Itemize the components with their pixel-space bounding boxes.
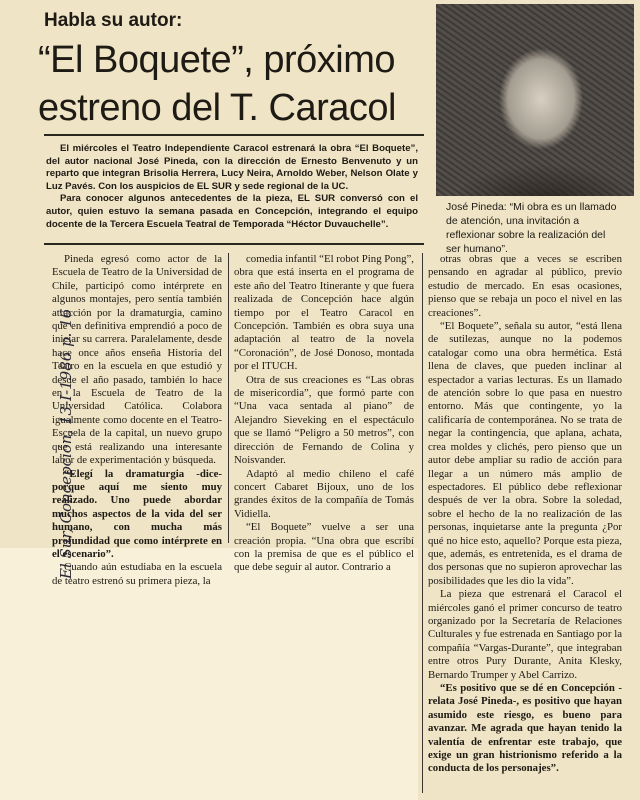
column-3 [428, 253, 622, 776]
col2-paragraph: comedia infantil “El robot Ping Pong”, obra que está inserta en el programa de este año del Teatro Itinerante y que fuera realizada de Concepción hace algún tiempo por el Teatro Caracol en Concepción. También es obra suya una adaptación al teatro de la novela “Coronación”, de José Donoso, montada por el ITUCH. [234, 253, 414, 373]
intro-paragraph: El miércoles el Teatro Independiente Caracol estrenará la obra “El Boquete”, del autor nacional José Pineda, con la dirección de Ernesto Benvenuto y un reparto que integran Brisolia Herrera, Lucy Neira, Arnoldo Weber, Nelson Olate y Luz Pavés. Con los auspicios de EL SUR y sede regional de la UC. [46, 143, 418, 192]
col3-paragraph: “Es positivo que se dé en Concepción -relata José Pineda-, es positivo que hayan asumido este riesgo, es bueno para avanzar. Me agrada que hayan tenido la valentía de enfrentar este trabajo, que exige un gran histrionismo referido a la conducta de los personajes”. [428, 682, 622, 775]
col1-paragraph: Pineda egresó como actor de la Escuela de Teatro de la Universidad de Chile, participó como intérprete en algunos montajes, pero sentía también atracción por la dramaturgia, camino que en definitiva emprendió a poco de iniciar su carrera. Paralelamente, desde hace once años enseña Historia del Teatro en la escuela en que estudió y desde el año pasado, también lo hace en la Escuela de Teatro de la Universidad Católica. Colabora igualmente como docente en el Teatro-Escuela de la capital, un nuevo grupo que está realizando una interesante labor de experimentación y búsqueda. [52, 253, 222, 467]
column-divider [228, 253, 229, 543]
intro-paragraph: Para conocer algunos antecedentes de la pieza, EL SUR conversó con el autor, quien estuvo la semana pasada en Concepción, integrando el equipo docente de la Tercera Escuela Teatral de Temporada “Héctor Duvauchelle”. [46, 193, 418, 230]
col2-paragraph: “El Boquete” vuelve a ser una creación propia. “Una obra que escribí con la premisa de que es el público el que debe seguir al autor. Contrario a [234, 521, 414, 574]
col1-paragraph: Cuando aún estudiaba en la escuela de teatro estrenó su primera pieza, la [52, 561, 222, 587]
col2-paragraph: Adaptó al medio chileno el café concert Cabaret Bijoux, uno de los grandes éxitos de la compañía de Tomás Vidiella. [234, 467, 414, 520]
handwritten-source-note: El Sur, Concepción, 13-I-1986 p. 16 [57, 308, 75, 579]
column-1 [52, 253, 222, 588]
intro-lead [46, 143, 418, 231]
lead-rule [44, 243, 424, 245]
author-photo [436, 4, 634, 196]
headline: “El Boquete”, próximo estreno del T. Caracol [38, 39, 396, 129]
kicker: Habla su autor: [44, 10, 183, 31]
col3-paragraph: otras obras que a veces se escriben pensando en agradar al público, previo estudio de mercado. En esas ocasiones, pienso que se rebaja un poco el nivel en las creaciones”. [428, 253, 622, 319]
top-rule [44, 134, 424, 136]
column-divider [422, 253, 423, 793]
col3-paragraph: “El Boquete”, señala su autor, “está llena de sutilezas, aunque no la podemos catalogar como una obra hermética. Está llena de claves, que pueden inclinar al espectador a varias lecturas. Es un llamado de atención sobre lo que pasa en nuestro entorno. Más que contingente, yo la calificaría de contemporánea. No se trata de negar la contingencia, que aplana, achata, crea moldes y clichés, pero pienso que un autor debe ampliar su radio de acción para llegar a un número más amplio de espectadores. El público debe reflexionar después de ver la obra. Sobre la soledad, sobre el hecho de la no realización de las personas, inquietarse ante la pregunta ¿Por qué no hice esto, aquello? Porque esta pieza, que, además, es entretenida, es el drama de dos personas que no supieron aprovechar las posibilidades que les dio la vida”. [428, 320, 622, 587]
column-2 [234, 253, 414, 575]
col2-paragraph: Otra de sus creaciones es “Las obras de misericordia”, que formó parte con “Una vaca sentada al piano” de Alejandro Sieveking en el espectáculo que se llamó “Peligro a 50 metros”, con dirección de Fernando de Colina y Noisvander. [234, 373, 414, 467]
photo-caption: José Pineda: “Mi obra es un llamado de atención, una invitación a reflexionar sobre la realización del ser humano”. [446, 201, 617, 255]
col3-paragraph: La pieza que estrenará el Caracol el miércoles ganó el primer concurso de teatro organizado por la Secretaría de Relaciones Culturales y fue estrenada en Santiago por la compañía “Vargas-Durante”, que integraban entre otros Pury Durante, Anita Klesky, Bernardo Trumper y Abel Carrizo. [428, 588, 622, 681]
col1-paragraph: “Elegí la dramaturgia -dice- porque aquí me siento muy realizado. Uno puede abordar muchos aspectos de la vida del ser humano, con mucha más profundidad que como intérprete en el escenario”. [52, 467, 222, 560]
